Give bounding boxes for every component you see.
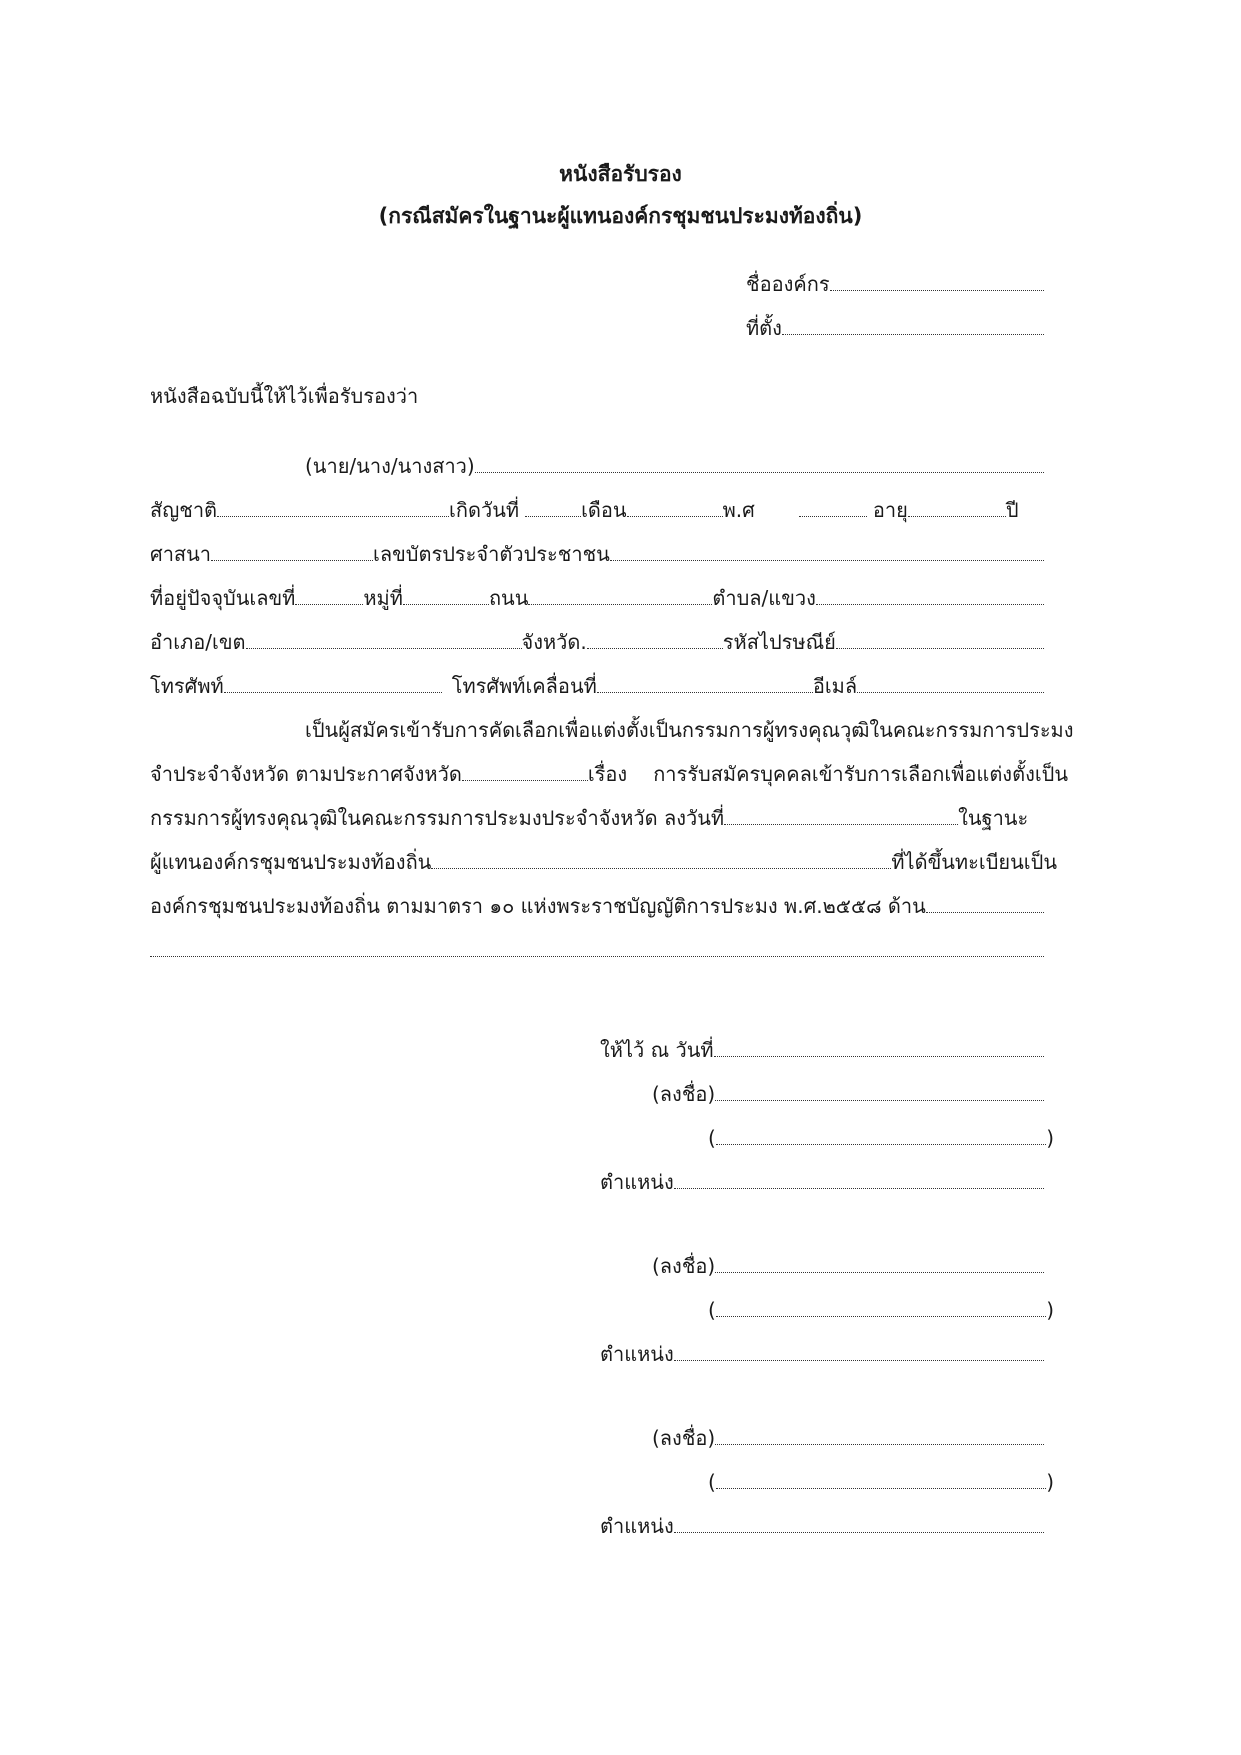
location-field[interactable] [782, 333, 1044, 335]
position-field-3[interactable] [674, 1531, 1044, 1533]
signature-line-1 [652, 1064, 1044, 1108]
month-field[interactable] [627, 515, 723, 517]
person-name-line [305, 436, 1044, 480]
position-line-1 [600, 1152, 1044, 1196]
printed-name-field-3[interactable] [716, 1487, 1046, 1489]
signature-line-3 [652, 1408, 1044, 1452]
body-p4a: ผู้แทนองค์กรชุมชนประมงท้องถิ่น [150, 850, 432, 874]
body-p5: องค์กรชุมชนประมงท้องถิ่น ตามมาตรา ๑๐ แห่งพระราชบัญญัติการประมง พ.ศ.๒๕๕๘ ด้าน [150, 894, 926, 918]
body-p3b: ในฐานะ [958, 806, 1029, 830]
body-line-6 [150, 920, 1044, 964]
moo-field[interactable] [403, 603, 489, 605]
person-name-field[interactable] [475, 471, 1044, 473]
printed-name-line-1 [708, 1108, 1054, 1152]
body-line-4 [150, 832, 1070, 876]
announcement-date-field[interactable] [724, 823, 958, 825]
position-field-1[interactable] [674, 1187, 1044, 1189]
nationality-label: สัญชาติ [150, 498, 218, 522]
religion-label: ศาสนา [150, 542, 212, 566]
nationality-field[interactable] [217, 515, 449, 517]
position-label-3: ตำแหน่ง [600, 1514, 674, 1538]
body-p2a: จำประจำจังหวัด ตามประกาศจังหวัด [150, 762, 462, 786]
signature-line-2 [652, 1236, 1044, 1280]
body-p3a: กรรมการผู้ทรงคุณวุฒิในคณะกรรมการประมงประจำจังหวัด ลงวันที่ [150, 806, 725, 830]
address-no-label: ที่อยู่ปัจจุบันเลขที่ [150, 586, 296, 610]
subdistrict-label: ตำบล/แขวง [712, 586, 816, 610]
age-field[interactable] [908, 515, 1006, 517]
religion-field[interactable] [211, 559, 373, 561]
email-label: อีเมล์ [812, 674, 858, 698]
body-p4b: ที่ได้ขึ้นทะเบียนเป็น [891, 850, 1057, 874]
open-paren-3: ( [708, 1470, 716, 1494]
body-line-3 [150, 788, 1050, 832]
signature-field-3[interactable] [715, 1443, 1044, 1445]
body-p1: เป็นผู้สมัครเข้ารับการคัดเลือกเพื่อแต่งตั้งเป็นกรรมการผู้ทรงคุณวุฒิในคณะกรรมการประมง [305, 718, 1074, 742]
sign-label-1: (ลงชื่อ) [652, 1082, 716, 1106]
sign-label-3: (ลงชื่อ) [652, 1426, 716, 1450]
close-paren-3: ) [1046, 1470, 1054, 1494]
given-on-date-field[interactable] [714, 1055, 1044, 1057]
close-paren-2: ) [1046, 1298, 1054, 1322]
age-label: อายุ [872, 498, 908, 522]
document-subtitle: (กรณีสมัครในฐานะผู้แทนองค์กรชุมชนประมงท้องถิ่น) [378, 204, 863, 228]
id-card-field[interactable] [610, 559, 1044, 561]
body-line-5 [150, 876, 1044, 920]
printed-name-field-2[interactable] [716, 1315, 1046, 1317]
announcement-field[interactable] [462, 779, 588, 781]
org-location-line [746, 298, 1044, 342]
id-card-label: เลขบัตรประจำตัวประชาชน [373, 542, 610, 566]
postal-label: รหัสไปรษณีย์ [722, 630, 836, 654]
org-name-label: ชื่อองค์กร [746, 272, 830, 296]
representative-org-field[interactable] [431, 867, 891, 869]
body-p2b: เรื่อง [587, 762, 628, 786]
open-paren-2: ( [708, 1298, 716, 1322]
road-label: ถนน [488, 586, 529, 610]
district-label: อำเภอ/เขต [150, 630, 246, 654]
printed-name-line-2 [708, 1280, 1054, 1324]
body-line-1 [305, 700, 1095, 744]
signature-field-1[interactable] [715, 1099, 1044, 1101]
signature-field-2[interactable] [715, 1271, 1044, 1273]
month-label: เดือน [581, 498, 627, 522]
subdistrict-field[interactable] [816, 603, 1044, 605]
intro-line [150, 366, 750, 410]
intro-text: หนังสือฉบับนี้ให้ไว้เพื่อรับรองว่า [150, 384, 419, 408]
position-line-2 [600, 1324, 1044, 1368]
open-paren-1: ( [708, 1126, 716, 1150]
position-field-2[interactable] [674, 1359, 1044, 1361]
phone-label: โทรศัพท์ [150, 674, 224, 698]
mobile-label: โทรศัพท์เคลื่อนที่ [451, 674, 597, 698]
given-on-label: ให้ไว้ ณ วันที่ [600, 1038, 714, 1062]
sign-label-2: (ลงชื่อ) [652, 1254, 716, 1278]
location-label: ที่ตั้ง [746, 316, 782, 340]
given-on-line [600, 1020, 1044, 1064]
province-field[interactable] [587, 647, 723, 649]
body-line-2 [150, 744, 1095, 788]
postal-field[interactable] [836, 647, 1044, 649]
title-label: (นาย/นาง/นางสาว) [305, 454, 475, 478]
field-area-field[interactable] [926, 911, 1044, 913]
nationality-line [150, 480, 1050, 524]
org-name-line [746, 254, 1044, 298]
phone-line [150, 656, 1044, 700]
printed-name-line-3 [708, 1452, 1054, 1496]
birth-day-label: เกิดวันที่ [449, 498, 520, 522]
moo-label: หมู่ที่ [363, 586, 403, 610]
phone-field[interactable] [224, 691, 442, 693]
position-line-3 [600, 1496, 1044, 1540]
birth-day-field[interactable] [525, 515, 581, 517]
address-no-field[interactable] [295, 603, 363, 605]
org-name-field[interactable] [830, 289, 1044, 291]
position-label-1: ตำแหน่ง [600, 1170, 674, 1194]
address-line [150, 568, 1044, 612]
close-paren-1: ) [1046, 1126, 1054, 1150]
road-field[interactable] [528, 603, 712, 605]
document-title: หนังสือรับรอง [559, 162, 682, 186]
year-field[interactable] [799, 515, 867, 517]
email-field[interactable] [857, 691, 1044, 693]
district-field[interactable] [246, 647, 522, 649]
years-unit: ปี [1005, 498, 1019, 522]
year-label: พ.ศ [722, 498, 755, 522]
district-line [150, 612, 1044, 656]
position-label-2: ตำแหน่ง [600, 1342, 674, 1366]
field-area-continued-field[interactable] [150, 955, 1044, 957]
province-label: จังหวัด. [521, 630, 587, 654]
printed-name-field-1[interactable] [716, 1143, 1046, 1145]
mobile-field[interactable] [597, 691, 813, 693]
religion-line [150, 524, 1044, 568]
body-p2c: การรับสมัครบุคคลเข้ารับการเลือกเพื่อแต่งตั้งเป็น [653, 762, 1069, 786]
